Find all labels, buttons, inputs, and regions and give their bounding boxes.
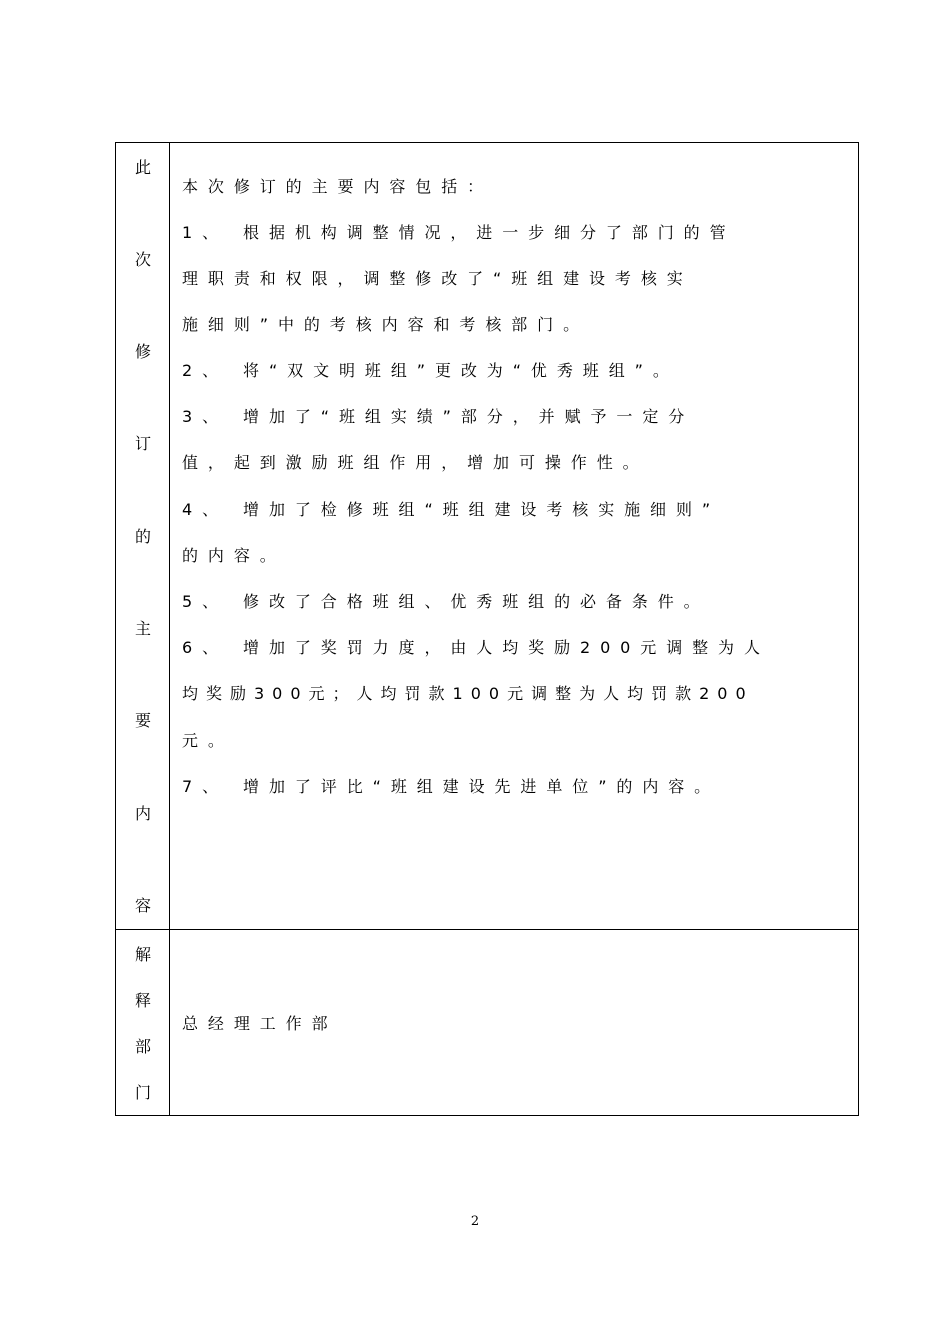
label-char: 主 (134, 619, 151, 638)
content-line: 2、 将“双文明班组”更改为“优秀班组”。 (182, 361, 679, 380)
label-char: 次 (134, 250, 151, 269)
content-line: 均奖励300元；人均罚款100元调整为人均罚款200 (182, 684, 754, 703)
content-line: 6、 增加了奖罚力度，由人均奖励200元调整为人 (182, 638, 770, 657)
department-content-cell (170, 930, 858, 1115)
revision-label-cell (116, 143, 170, 929)
content-line: 3、 增加了“班组实绩”部分，并赋予一定分 (182, 407, 695, 426)
page-number: 2 (470, 1214, 480, 1229)
department-label-cell (116, 930, 170, 1115)
label-char: 要 (134, 711, 151, 730)
label-char: 修 (134, 342, 151, 361)
revision-content-cell (170, 143, 858, 929)
label-char: 订 (134, 434, 151, 453)
label-char: 部 (134, 1037, 151, 1056)
content-line: 7、 增加了评比“班组建设先进单位”的内容。 (182, 777, 721, 796)
content-line: 施细则”中的考核内容和考核部门。 (182, 315, 590, 334)
label-char: 门 (134, 1083, 151, 1102)
content-line: 本次修订的主要内容包括： (182, 177, 494, 196)
department-row (116, 930, 858, 1115)
label-char: 的 (134, 527, 151, 546)
content-line: 5、 修改了合格班组、优秀班组的必备条件。 (182, 592, 710, 611)
label-char: 解 (134, 945, 151, 964)
revision-table (115, 142, 859, 1116)
label-char: 容 (134, 896, 151, 915)
content-line: 的内容。 (182, 546, 286, 565)
content-line: 4、 增加了检修班组“班组建设考核实施细则” (182, 500, 721, 519)
content-line: 1、 根据机构调整情况，进一步细分了部门的管 (182, 223, 736, 242)
revision-content-row (116, 143, 858, 930)
label-char: 释 (134, 991, 151, 1010)
label-char: 此 (134, 158, 151, 177)
department-name: 总经理工作部 (182, 1014, 338, 1033)
content-line: 元。 (182, 731, 234, 750)
content-line: 理职责和权限，调整修改了“班组建设考核实 (182, 269, 693, 288)
label-char: 内 (134, 804, 151, 823)
content-line: 值，起到激励班组作用，增加可操作性。 (182, 453, 649, 472)
